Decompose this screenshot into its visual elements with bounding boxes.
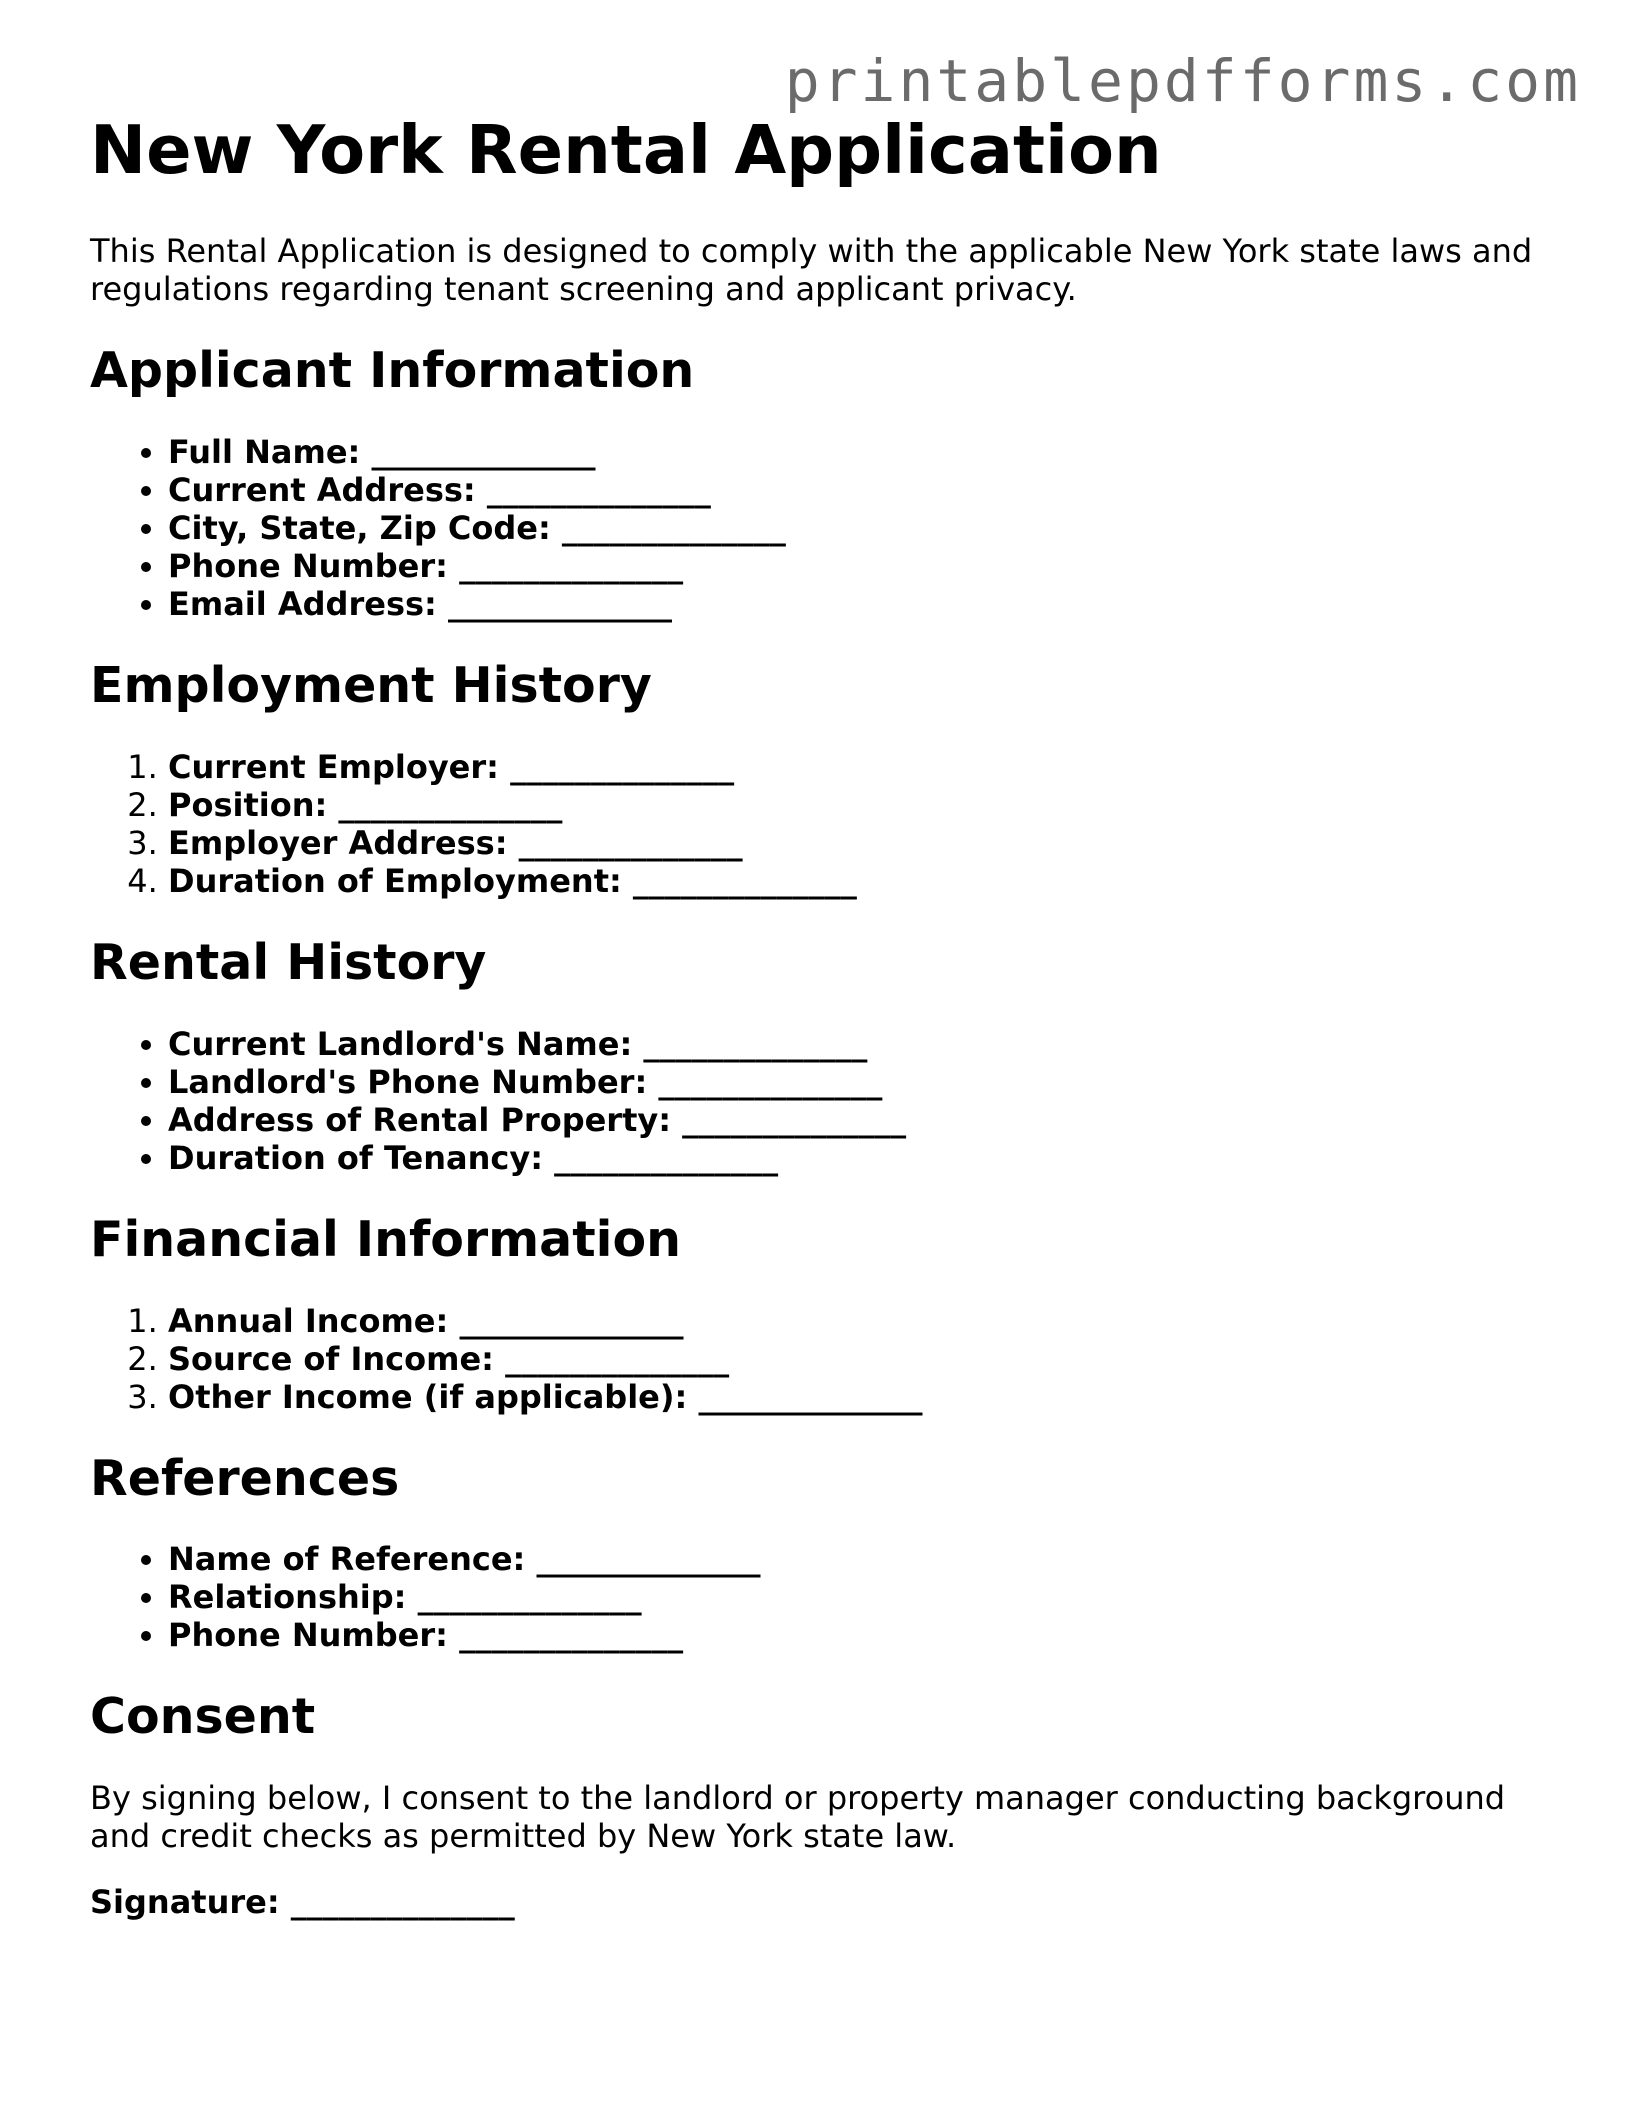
- field-phone-number: • Phone Number: ______________: [168, 547, 1560, 585]
- field-source-of-income: 2. Source of Income: ______________: [168, 1340, 1560, 1378]
- field-rental-property-address: • Address of Rental Property: ______________: [168, 1101, 1560, 1139]
- financial-info-list: [90, 1302, 1560, 1416]
- section-heading-employment: Employment History: [90, 657, 652, 715]
- field-duration-of-employment: 4. Duration of Employment: ______________: [168, 862, 1560, 900]
- field-city-state-zip: • City, State, Zip Code: ______________: [168, 509, 1560, 547]
- intro-paragraph: This Rental Application is designed to comply with the applicable New York state laws and regulations regarding tenant screening and applicant privacy.: [90, 232, 1533, 309]
- consent-paragraph: By signing below, I consent to the landlord or property manager conducting background and credit checks as permitted by New York state law.: [90, 1779, 1506, 1856]
- field-landlord-phone: • Landlord's Phone Number: ______________: [168, 1063, 1560, 1101]
- section-heading-rental: Rental History: [90, 933, 487, 991]
- field-relationship: • Relationship: ______________: [168, 1578, 1560, 1616]
- references-list: [90, 1540, 1560, 1654]
- page-title: New York Rental Application: [90, 111, 1162, 189]
- field-annual-income: 1. Annual Income: ______________: [168, 1302, 1560, 1340]
- field-email-address: • Email Address: ______________: [168, 585, 1560, 623]
- watermark: printablepdfforms.com: [784, 47, 1581, 115]
- field-position: 2. Position: ______________: [168, 786, 1560, 824]
- employment-history-list: [90, 748, 1560, 900]
- field-reference-name: • Name of Reference: ______________: [168, 1540, 1560, 1578]
- section-heading-financial: Financial Information: [90, 1210, 682, 1268]
- section-heading-applicant: Applicant Information: [90, 342, 695, 400]
- field-other-income: 3. Other Income (if applicable): ______________: [168, 1378, 1560, 1416]
- field-landlord-name: • Current Landlord's Name: ______________: [168, 1025, 1560, 1063]
- field-duration-of-tenancy: • Duration of Tenancy: ______________: [168, 1139, 1560, 1177]
- signature-line: Signature: ______________: [90, 1883, 515, 1922]
- field-reference-phone: • Phone Number: ______________: [168, 1616, 1560, 1654]
- applicant-info-list: [90, 433, 1560, 623]
- field-current-employer: 1. Current Employer: ______________: [168, 748, 1560, 786]
- rental-history-list: [90, 1025, 1560, 1177]
- section-heading-references: References: [90, 1449, 400, 1507]
- section-heading-consent: Consent: [90, 1688, 316, 1746]
- field-current-address: • Current Address: ______________: [168, 471, 1560, 509]
- field-full-name: • Full Name: ______________: [168, 433, 1560, 471]
- document-body: [90, 110, 1560, 1921]
- field-employer-address: 3. Employer Address: ______________: [168, 824, 1560, 862]
